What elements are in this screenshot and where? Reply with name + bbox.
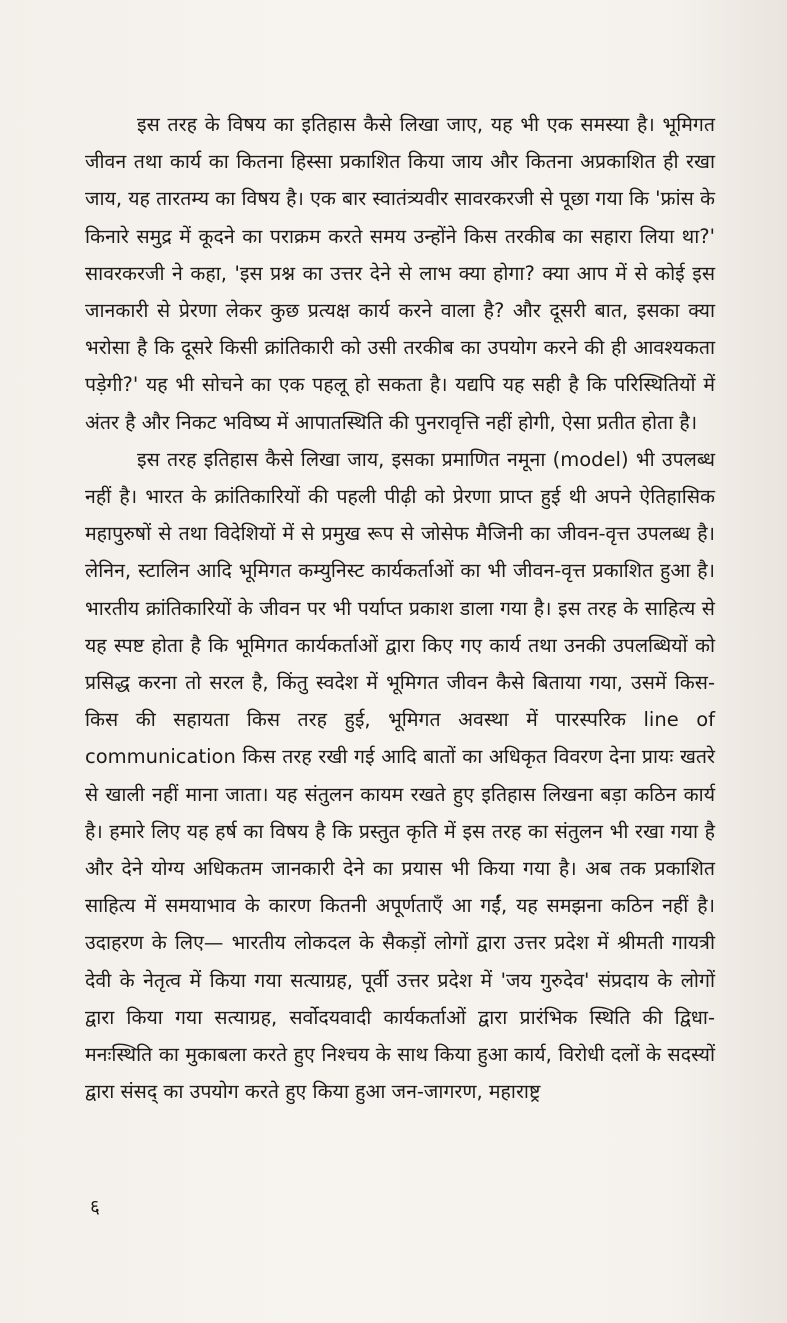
- body-text: [85, 106, 715, 1110]
- paragraph-2: इस तरह इतिहास कैसे लिखा जाय, इसका प्रमाणित नमूना (model) भी उपलब्ध नहीं है। भारत के क्रांतिकारियों की पहली पीढ़ी को प्रेरणा प्राप्त हुई थी अपने ऐतिहासिक महापुरुषों से तथा विदेशियों में से प्रमुख रूप से जोसेफ मैजिनी का जीवन-वृत्त उपलब्ध है। लेनिन, स्टालिन आदि भूमिगत कम्युनिस्ट कार्यकर्ताओं का भी जीवन-वृत्त प्रकाशित हुआ है। भारतीय क्रांतिकारियों के जीवन पर भी पर्याप्त प्रकाश डाला गया है। इस तरह के साहित्य से यह स्पष्ट होता है कि भूमिगत कार्यकर्ताओं द्वारा किए गए कार्य तथा उनकी उपलब्धियों को प्रसिद्ध करना तो सरल है, किंतु स्वदेश में भूमिगत जीवन कैसे बिताया गया, उसमें किस-किस की सहायता किस तरह हुई, भूमिगत अवस्था में पारस्परिक line of communication किस तरह रखी गई आदि बातों का अधिकृत विवरण देना प्रायः खतरे से खाली नहीं माना जाता। यह संतुलन कायम रखते हुए इतिहास लिखना बड़ा कठिन कार्य है। हमारे लिए यह हर्ष का विषय है कि प्रस्तुत कृति में इस तरह का संतुलन भी रखा गया है और देने योग्य अधिकतम जानकारी देने का प्रयास भी किया गया है। अब तक प्रकाशित साहित्य में समयाभाव के कारण कितनी अपूर्णताएँ आ गईं, यह समझना कठिन नहीं है। उदाहरण के लिए— भारतीय लोकदल के सैकड़ों लोगों द्वारा उत्तर प्रदेश में श्रीमती गायत्री देवी के नेतृत्व में किया गया सत्याग्रह, पूर्वी उत्तर प्रदेश में 'जय गुरुदेव' संप्रदाय के लोगों द्वारा किया गया सत्याग्रह, सर्वोदयवादी कार्यकर्ताओं द्वारा प्रारंभिक स्थिति की द्विधा-मनःस्थिति का मुकाबला करते हुए निश्चय के साथ किया हुआ कार्य, विरोधी दलों के सदस्यों द्वारा संसद् का उपयोग करते हुए किया हुआ जन-जागरण, महाराष्ट्र: [85, 447, 715, 1104]
- paragraph-1: इस तरह के विषय का इतिहास कैसे लिखा जाए, यह भी एक समस्या है। भूमिगत जीवन तथा कार्य का कितना हिस्सा प्रकाशित किया जाय और कितना अप्रकाशित ही रखा जाय, यह तारतम्य का विषय है। एक बार स्वातंत्र्यवीर सावरकरजी से पूछा गया कि 'फ्रांस के किनारे समुद्र में कूदने का पराक्रम करते समय उन्होंने किस तरकीब का सहारा लिया था?' सावरकरजी ने कहा, 'इस प्रश्न का उत्तर देने से लाभ क्या होगा? क्या आप में से कोई इस जानकारी से प्रेरणा लेकर कुछ प्रत्यक्ष कार्य करने वाला है? और दूसरी बात, इसका क्या भरोसा है कि दूसरे किसी क्रांतिकारी को उसी तरकीब का उपयोग करने की ही आवश्यकता पड़ेगी?' यह भी सोचने का एक पहलू हो सकता है। यद्यपि यह सही है कि परिस्थितियों में अंतर है और निकट भविष्य में आपातस्थिति की पुनरावृत्ति नहीं होगी, ऐसा प्रतीत होता है।: [85, 113, 715, 434]
- page-number: ६: [90, 1196, 100, 1218]
